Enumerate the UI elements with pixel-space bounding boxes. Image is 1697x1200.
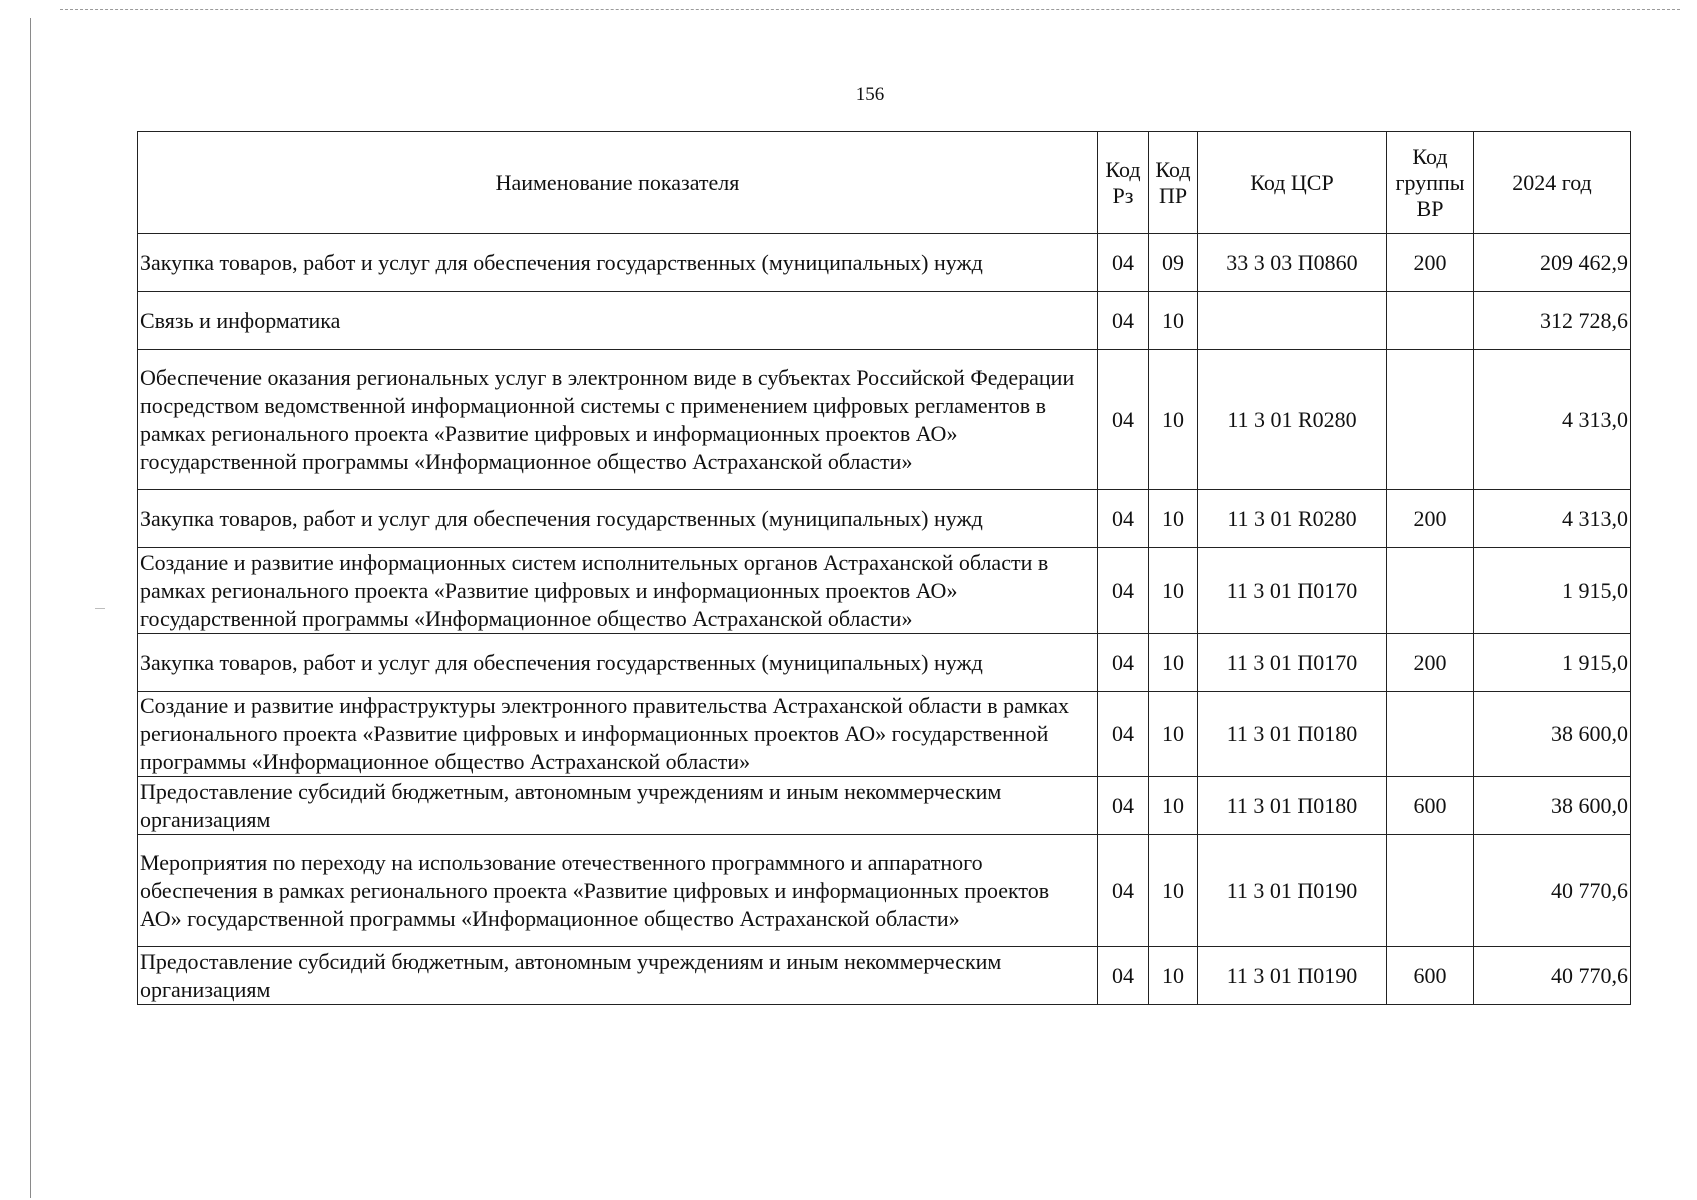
row-rz: 04	[1098, 234, 1149, 292]
table-row	[138, 835, 1631, 947]
scan-edge-left	[30, 18, 31, 1198]
table-row	[138, 350, 1631, 490]
row-name: Предоставление субсидий бюджетным, автономным учреждениям и иным некоммерческим организациям	[138, 947, 1098, 1005]
row-amount: 40 770,6	[1474, 947, 1631, 1005]
row-rz: 04	[1098, 292, 1149, 350]
row-name: Связь и информатика	[138, 292, 1098, 350]
table-row	[138, 548, 1631, 634]
row-rz: 04	[1098, 490, 1149, 548]
row-amount: 4 313,0	[1474, 350, 1631, 490]
row-csr: 11 3 01 П0180	[1198, 692, 1387, 777]
row-pr: 10	[1149, 634, 1198, 692]
row-vr: 600	[1387, 947, 1474, 1005]
table-row	[138, 292, 1631, 350]
row-rz: 04	[1098, 548, 1149, 634]
table-row	[138, 777, 1631, 835]
row-amount: 209 462,9	[1474, 234, 1631, 292]
row-pr: 10	[1149, 548, 1198, 634]
row-amount: 38 600,0	[1474, 692, 1631, 777]
header-pr: Код ПР	[1149, 132, 1198, 234]
row-vr: 200	[1387, 490, 1474, 548]
row-amount: 38 600,0	[1474, 777, 1631, 835]
row-name: Создание и развитие инфраструктуры электронного правительства Астраханской области в рамках регионального проекта «Развитие цифровых и информационных проектов АО» государственной программы «Информационное общество Астраханской области»	[138, 692, 1098, 777]
row-vr	[1387, 292, 1474, 350]
row-vr	[1387, 692, 1474, 777]
row-pr: 10	[1149, 947, 1198, 1005]
row-rz: 04	[1098, 350, 1149, 490]
row-vr: 600	[1387, 777, 1474, 835]
row-csr: 33 3 03 П0860	[1198, 234, 1387, 292]
header-vr: Код группы ВР	[1387, 132, 1474, 234]
budget-table	[137, 131, 1631, 1005]
row-rz: 04	[1098, 692, 1149, 777]
row-pr: 10	[1149, 777, 1198, 835]
row-amount: 40 770,6	[1474, 835, 1631, 947]
row-vr: 200	[1387, 634, 1474, 692]
scan-mark	[95, 608, 105, 609]
header-name: Наименование показателя	[138, 132, 1098, 234]
row-rz: 04	[1098, 947, 1149, 1005]
table-row	[138, 234, 1631, 292]
row-csr: 11 3 01 П0170	[1198, 548, 1387, 634]
row-name: Закупка товаров, работ и услуг для обеспечения государственных (муниципальных) нужд	[138, 490, 1098, 548]
header-rz: Код Рз	[1098, 132, 1149, 234]
row-name: Создание и развитие информационных систем исполнительных органов Астраханской области в рамках регионального проекта «Развитие цифровых и информационных проектов АО» государственной программы «Информационное общество Астраханской области»	[138, 548, 1098, 634]
row-name: Закупка товаров, работ и услуг для обеспечения государственных (муниципальных) нужд	[138, 634, 1098, 692]
table-row	[138, 947, 1631, 1005]
row-pr: 09	[1149, 234, 1198, 292]
row-csr: 11 3 01 R0280	[1198, 490, 1387, 548]
row-csr: 11 3 01 R0280	[1198, 350, 1387, 490]
row-csr: 11 3 01 П0170	[1198, 634, 1387, 692]
row-csr	[1198, 292, 1387, 350]
row-amount: 4 313,0	[1474, 490, 1631, 548]
row-csr: 11 3 01 П0180	[1198, 777, 1387, 835]
row-name: Закупка товаров, работ и услуг для обеспечения государственных (муниципальных) нужд	[138, 234, 1098, 292]
header-year: 2024 год	[1474, 132, 1631, 234]
table-row	[138, 634, 1631, 692]
table-row	[138, 490, 1631, 548]
row-amount: 1 915,0	[1474, 548, 1631, 634]
row-rz: 04	[1098, 634, 1149, 692]
table-header-row	[138, 132, 1631, 234]
row-pr: 10	[1149, 350, 1198, 490]
row-pr: 10	[1149, 835, 1198, 947]
row-vr	[1387, 548, 1474, 634]
row-pr: 10	[1149, 292, 1198, 350]
header-csr: Код ЦСР	[1198, 132, 1387, 234]
row-name: Мероприятия по переходу на использование отечественного программного и аппаратного обеспечения в рамках регионального проекта «Развитие цифровых и информационных проектов АО» государственной программы «Информационное общество Астраханской области»	[138, 835, 1098, 947]
row-csr: 11 3 01 П0190	[1198, 835, 1387, 947]
row-rz: 04	[1098, 777, 1149, 835]
row-vr	[1387, 350, 1474, 490]
row-vr: 200	[1387, 234, 1474, 292]
scan-edge-top	[60, 9, 1680, 10]
row-rz: 04	[1098, 835, 1149, 947]
row-csr: 11 3 01 П0190	[1198, 947, 1387, 1005]
table-row	[138, 692, 1631, 777]
row-pr: 10	[1149, 692, 1198, 777]
row-name: Предоставление субсидий бюджетным, автономным учреждениям и иным некоммерческим организациям	[138, 777, 1098, 835]
row-pr: 10	[1149, 490, 1198, 548]
row-vr	[1387, 835, 1474, 947]
page-number: 156	[855, 84, 885, 105]
row-amount: 1 915,0	[1474, 634, 1631, 692]
row-name: Обеспечение оказания региональных услуг в электронном виде в субъектах Российской Федерации посредством ведомственной информационной системы с применением цифровых регламентов в рамках регионального проекта «Развитие цифровых и информационных проектов АО» государственной программы «Информационное общество Астраханской области»	[138, 350, 1098, 490]
row-amount: 312 728,6	[1474, 292, 1631, 350]
